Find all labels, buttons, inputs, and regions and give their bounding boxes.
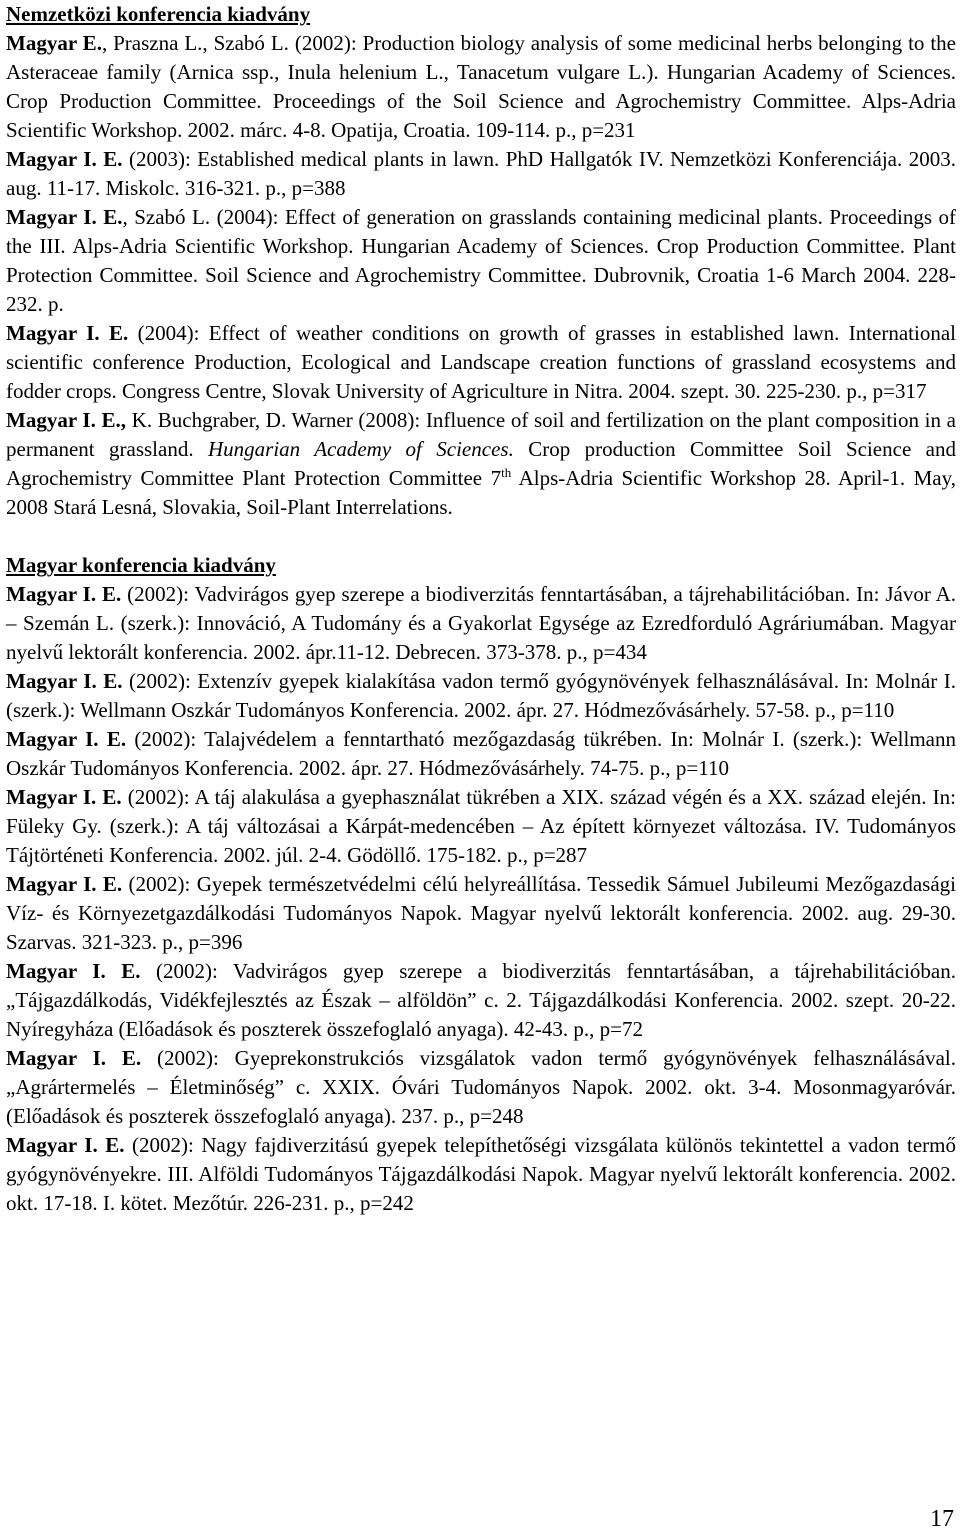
citation-author: Magyar I. E.	[6, 147, 123, 171]
citation-text: K. Buchgraber, D. Warner (2008): Influence of soil and fertilization on the plant composition in a permanent grassland.	[6, 408, 956, 461]
citation-text: Alps-Adria Scientific Workshop 28. April-1. May, 2008 Stará Lesná, Slovakia, Soil-Plant Interrelations.	[6, 466, 956, 519]
citation-entry	[6, 667, 956, 725]
citation-entry	[6, 145, 956, 203]
citation-entry	[6, 319, 956, 406]
citation-author: Magyar I. E.	[6, 205, 123, 229]
citation-text: (2002): A táj alakulása a gyephasználat tükrében a XIX. század végén és a XX. század elején. In: Füleky Gy. (szerk.): A táj változásai a Kárpát-medencében – Az épített környezet változása. IV. Tudományos Tájtörténeti Konferencia. 2002. júl. 2-4. Gödöllő. 175-182. p., p=287	[6, 785, 956, 867]
citation-author: Magyar I. E.	[6, 872, 123, 896]
citation-author: Magyar I. E.	[6, 669, 123, 693]
citation-author: Magyar I. E.	[6, 959, 141, 983]
citation-entry	[6, 870, 956, 957]
citation-author: Magyar I. E.,	[6, 408, 127, 432]
citation-entry	[6, 957, 956, 1044]
document-page	[6, 0, 956, 1218]
citation-text: , Praszna L., Szabó L. (2002): Production biology analysis of some medicinal herbs belonging to the Asteraceae family (Arnica ssp., Inula helenium L., Tanacetum vulgare L.). Hungarian Academy of Sciences. Crop Production Committee. Proceedings of the Soil Science and Agrochemistry Committee. Alps-Adria Scientific Workshop. 2002. márc. 4-8. Opatija, Croatia. 109-114. p., p=231	[6, 31, 956, 142]
citation-text: (2002): Gyeprekonstrukciós vizsgálatok vadon termő gyógynövények felhasználásával. „Agrártermelés – Életminőség” c. XXIX. Óvári Tudományos Napok. 2002. okt. 3-4. Mosonmagyaróvár. (Előadások és poszterek összefoglaló anyaga). 237. p., p=248	[6, 1046, 956, 1128]
citation-author: Magyar I. E.	[6, 582, 122, 606]
citation-italic-text: Hungarian Academy of Sciences.	[208, 437, 514, 461]
citation-entry	[6, 783, 956, 870]
citation-text: Crop production Committee Soil Science and Agrochemistry Committee Plant Protection Committee 7	[6, 437, 956, 490]
citation-author: Magyar I. E.	[6, 727, 127, 751]
citation-entry	[6, 1044, 956, 1131]
citation-text: , Szabó L. (2004): Effect of generation on grasslands containing medicinal plants. Proceedings of the III. Alps-Adria Scientific Workshop. Hungarian Academy of Sciences. Crop Production Committee. Plant Protection Committee. Soil Science and Agrochemistry Committee. Dubrovnik, Croatia 1-6 March 2004. 228-232. p.	[6, 205, 956, 316]
citation-entry	[6, 725, 956, 783]
citation-text: (2004): Effect of weather conditions on growth of grasses in established lawn. International scientific conference Production, Ecological and Landscape creation functions of grassland ecosystems and fodder crops. Congress Centre, Slovak University of Agriculture in Nitra. 2004. szept. 30. 225-230. p., p=317	[6, 321, 956, 403]
citation-author: Magyar E.	[6, 31, 102, 55]
citation-entry	[6, 580, 956, 667]
citation-text: (2002): Nagy fajdiverzitású gyepek telepíthetőségi vizsgálata különös tekintettel a vadon termő gyógynövényekre. III. Alföldi Tudományos Tájgazdálkodási Napok. Magyar nyelvű lektorált konferencia. 2002. okt. 17-18. I. kötet. Mezőtúr. 226-231. p., p=242	[6, 1133, 956, 1215]
citation-author: Magyar I. E.	[6, 785, 122, 809]
citation-author: Magyar I. E.	[6, 321, 129, 345]
citation-text: (2002): Extenzív gyepek kialakítása vadon termő gyógynövények felhasználásával. In: Molnár I. (szerk.): Wellmann Oszkár Tudományos Konferencia. 2002. ápr. 27. Hódmezővásárhely. 57-58. p., p=110	[6, 669, 956, 722]
citation-author: Magyar I. E.	[6, 1046, 142, 1070]
section-heading-hungarian: Magyar konferencia kiadvány	[6, 553, 276, 577]
citation-text: (2002): Talajvédelem a fenntartható mezőgazdaság tükrében. In: Molnár I. (szerk.): Wellmann Oszkár Tudományos Konferencia. 2002. ápr. 27. Hódmezővásárhely. 74-75. p., p=110	[6, 727, 956, 780]
citation-text: (2002): Gyepek természetvédelmi célú helyreállítása. Tessedik Sámuel Jubileumi Mezőgazdasági Víz- és Környezetgazdálkodási Tudományos Napok. Magyar nyelvű lektorált konferencia. 2002. aug. 29-30. Szarvas. 321-323. p., p=396	[6, 872, 956, 954]
ordinal-superscript: th	[501, 465, 512, 480]
citation-text: (2002): Vadvirágos gyep szerepe a biodiverzitás fenntartásában, a tájrehabilitációban. „Tájgazdálkodás, Vidékfejlesztés az Észak – alföldön” c. 2. Tájgazdálkodási Konferencia. 2002. szept. 20-22. Nyíregyháza (Előadások és poszterek összefoglaló anyaga). 42-43. p., p=72	[6, 959, 956, 1041]
citation-text: (2002): Vadvirágos gyep szerepe a biodiverzitás fenntartásában, a tájrehabilitációban. In: Jávor A. – Szemán L. (szerk.): Innováció, A Tudomány és a Gyakorlat Egysége az Ezredforduló Agráriumában. Magyar nyelvű lektorált konferencia. 2002. ápr.11-12. Debrecen. 373-378. p., p=434	[6, 582, 956, 664]
citation-entry	[6, 406, 956, 522]
citation-text: (2003): Established medical plants in lawn. PhD Hallgatók IV. Nemzetközi Konferenciája. 2003. aug. 11-17. Miskolc. 316-321. p., p=388	[6, 147, 956, 200]
citation-entry	[6, 1131, 956, 1218]
citation-author: Magyar I. E.	[6, 1133, 125, 1157]
citation-entry	[6, 203, 956, 319]
citation-entry	[6, 29, 956, 145]
section-heading-international: Nemzetközi konferencia kiadvány	[6, 2, 311, 26]
page-number: 17	[930, 1506, 954, 1532]
